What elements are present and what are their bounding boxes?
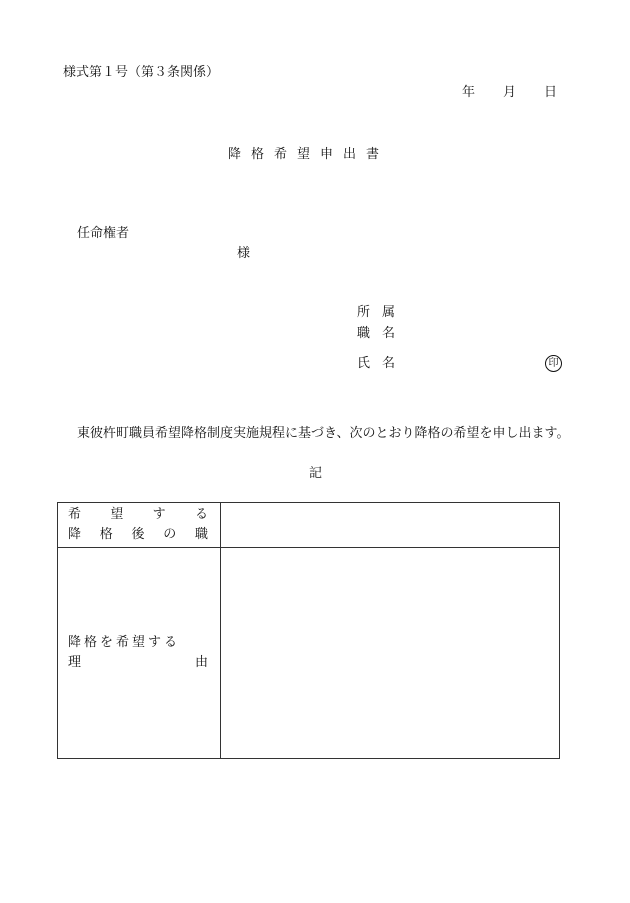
- honorific: 様: [237, 246, 251, 261]
- name-label: 氏名: [357, 356, 408, 371]
- reason-value-cell[interactable]: [221, 548, 560, 759]
- appointer: 任命権者: [77, 226, 130, 241]
- request-table: [57, 502, 560, 759]
- date-line: [462, 86, 557, 99]
- desired-position-value-cell[interactable]: [221, 503, 560, 548]
- statement: 東彼杵町職員希望降格制度実施規程に基づき、次のとおり降格の希望を申し出ます。: [77, 426, 570, 441]
- seal-mark: 印: [545, 355, 562, 372]
- desired-position-label-line1: 希 望 す る: [68, 507, 208, 522]
- reason-label-cell: [58, 548, 221, 759]
- desired-position-label-cell: [58, 503, 221, 548]
- table-row: [58, 548, 560, 759]
- date-day: 日: [544, 85, 558, 100]
- reason-label-line2: 理 由: [68, 655, 208, 670]
- ki-marker: 記: [309, 466, 323, 481]
- desired-position-label-line2: 降 格 後 の 職: [68, 527, 208, 542]
- affiliation-label: 所属: [357, 305, 408, 320]
- date-month: 月: [503, 85, 517, 100]
- date-year: 年: [462, 85, 476, 100]
- table-row: [58, 503, 560, 548]
- reason-label-line1: 降格を希望する: [68, 635, 181, 650]
- position-label: 職名: [357, 326, 408, 341]
- document-title: 降格希望申出書: [228, 147, 390, 162]
- form-number: 様式第１号（第３条関係）: [63, 65, 220, 80]
